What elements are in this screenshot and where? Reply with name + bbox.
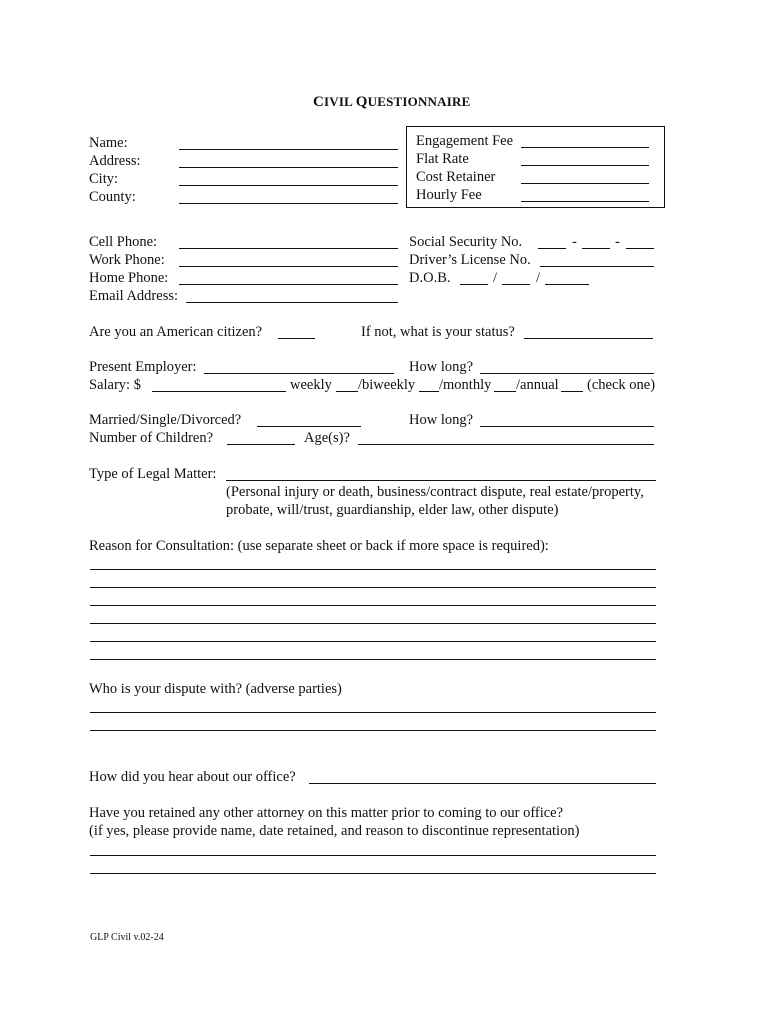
consultation-line[interactable]: [90, 605, 656, 606]
monthly-checkbox[interactable]: [494, 391, 516, 392]
cost-retainer-field[interactable]: [521, 183, 649, 184]
ssn-dash: -: [572, 234, 577, 250]
page-title: CIVIL QUESTIONNAIRE: [313, 94, 471, 110]
dob-month-field[interactable]: [460, 284, 488, 285]
consultation-line[interactable]: [90, 587, 656, 588]
dispute-line[interactable]: [90, 712, 656, 713]
ssn-part2-field[interactable]: [582, 248, 610, 249]
flat-rate-label: Flat Rate: [416, 151, 469, 167]
weekly-checkbox[interactable]: [336, 391, 358, 392]
referral-field[interactable]: [309, 783, 656, 784]
hourly-fee-field[interactable]: [521, 201, 649, 202]
consultation-label: Reason for Consultation: (use separate sheet or back if more space is required):: [89, 538, 549, 554]
address-field[interactable]: [179, 167, 398, 168]
name-label: Name:: [89, 135, 128, 151]
license-field[interactable]: [540, 266, 654, 267]
county-field[interactable]: [179, 203, 398, 204]
flat-rate-field[interactable]: [521, 165, 649, 166]
citizen-question: Are you an American citizen?: [89, 324, 263, 340]
engagement-fee-label: Engagement Fee: [416, 133, 514, 149]
cell-phone-label: Cell Phone:: [89, 234, 158, 250]
retained-instructions: (if yes, please provide name, date retained, and reason to discontinue representation): [89, 823, 580, 839]
dob-slash: /: [536, 270, 541, 286]
version-footer: GLP Civil v.02-24: [90, 932, 164, 943]
annual-checkbox[interactable]: [561, 391, 583, 392]
employment-how-long-label: How long?: [409, 359, 474, 375]
children-label: Number of Children?: [89, 430, 214, 446]
retained-question: Have you retained any other attorney on this matter prior to coming to our office?: [89, 805, 564, 821]
dispute-line[interactable]: [90, 730, 656, 731]
marital-field[interactable]: [257, 426, 361, 427]
marital-how-long-label: How long?: [409, 412, 474, 428]
work-phone-field[interactable]: [179, 266, 398, 267]
legal-matter-types: probate, will/trust, guardianship, elder law, other dispute): [226, 502, 559, 518]
dispute-label: Who is your dispute with? (adverse parties): [89, 681, 342, 697]
email-field[interactable]: [186, 302, 398, 303]
referral-label: How did you hear about our office?: [89, 769, 296, 785]
ssn-label: Social Security No.: [409, 234, 523, 250]
marital-how-long-field[interactable]: [480, 426, 654, 427]
status-question: If not, what is your status?: [361, 324, 515, 340]
retained-line[interactable]: [90, 873, 656, 874]
city-field[interactable]: [179, 185, 398, 186]
cost-retainer-label: Cost Retainer: [416, 169, 496, 185]
children-field[interactable]: [227, 444, 295, 445]
county-label: County:: [89, 189, 136, 205]
marital-label: Married/Single/Divorced?: [89, 412, 242, 428]
biweekly-label: /biweekly: [358, 377, 416, 393]
ssn-dash: -: [615, 234, 620, 250]
engagement-fee-field[interactable]: [521, 147, 649, 148]
check-one-note: (check one): [587, 377, 656, 393]
dob-year-field[interactable]: [545, 284, 589, 285]
consultation-line[interactable]: [90, 569, 656, 570]
employer-field[interactable]: [204, 373, 394, 374]
ssn-part1-field[interactable]: [538, 248, 566, 249]
employment-how-long-field[interactable]: [480, 373, 654, 374]
ssn-part3-field[interactable]: [626, 248, 654, 249]
consultation-line[interactable]: [90, 623, 656, 624]
home-phone-label: Home Phone:: [89, 270, 169, 286]
hourly-fee-label: Hourly Fee: [416, 187, 482, 203]
status-field[interactable]: [524, 338, 653, 339]
home-phone-field[interactable]: [179, 284, 398, 285]
dob-slash: /: [493, 270, 498, 286]
retained-line[interactable]: [90, 855, 656, 856]
monthly-label: /monthly: [439, 377, 492, 393]
weekly-label: weekly: [290, 377, 332, 393]
legal-matter-types: (Personal injury or death, business/contract dispute, real estate/property,: [226, 484, 644, 500]
biweekly-checkbox[interactable]: [419, 391, 439, 392]
citizen-field[interactable]: [278, 338, 315, 339]
consultation-line[interactable]: [90, 659, 656, 660]
ages-field[interactable]: [358, 444, 654, 445]
dob-label: D.O.B.: [409, 270, 451, 286]
salary-label: Salary: $: [89, 377, 141, 393]
license-label: Driver’s License No.: [409, 252, 531, 268]
work-phone-label: Work Phone:: [89, 252, 165, 268]
ages-label: Age(s)?: [304, 430, 350, 446]
legal-matter-field[interactable]: [226, 480, 656, 481]
cell-phone-field[interactable]: [179, 248, 398, 249]
address-label: Address:: [89, 153, 141, 169]
email-label: Email Address:: [89, 288, 179, 304]
consultation-line[interactable]: [90, 641, 656, 642]
salary-field[interactable]: [152, 391, 286, 392]
dob-day-field[interactable]: [502, 284, 530, 285]
city-label: City:: [89, 171, 119, 187]
legal-matter-label: Type of Legal Matter:: [89, 466, 217, 482]
employer-label: Present Employer:: [89, 359, 197, 375]
name-field[interactable]: [179, 149, 398, 150]
annual-label: /annual: [516, 377, 559, 393]
